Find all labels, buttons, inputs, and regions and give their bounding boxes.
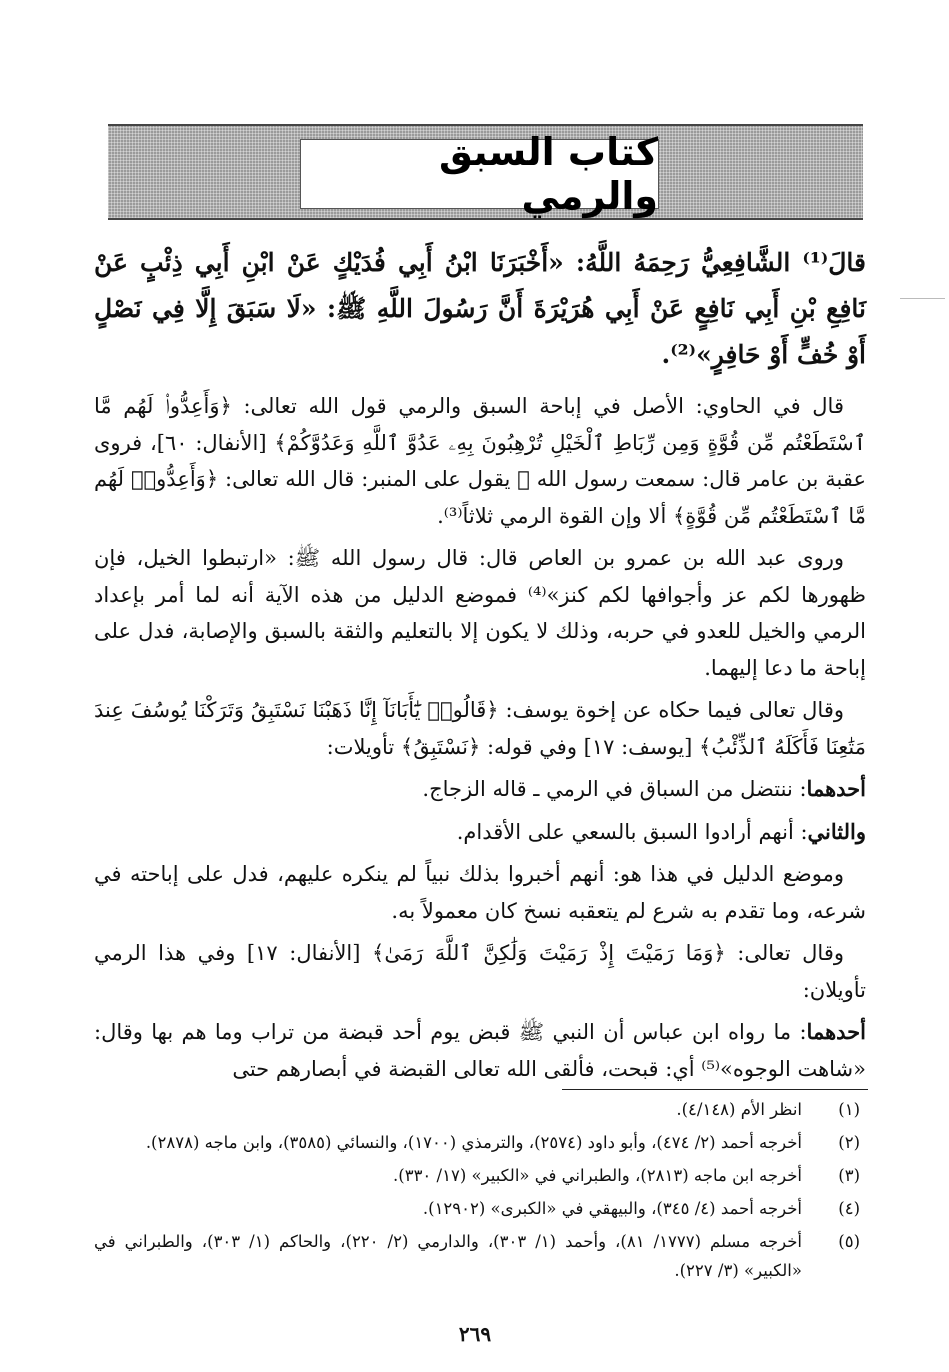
footnote-number: (١) [838, 1100, 860, 1119]
footnotes [94, 1095, 866, 1289]
chapter-title-box [300, 130, 659, 218]
footnote-item [94, 1227, 866, 1285]
chapter-title: كتاب السبق والرمي [438, 130, 658, 218]
paragraph-yusuf: وقال تعالى فيما حكاه عن إخوة يوسف: ﴿قَالُوا۟ يَٰٓأَبَانَآ إِنَّا ذَهَبْنَا نَسْتَبِقُ وَتَرَكْنَا يُوسُفَ عِندَ مَتَٰعِنَا فَأَكَلَهُ ٱلذِّئْبُ﴾ [يوسف: ١٧] وفي قوله: ﴿نَسْتَبِقُ﴾ تأويلات: [94, 698, 866, 759]
footnote-text: أخرجه مسلم (١٧٧٧/ ٨١)، وأحمد (١/ ٣٠٣)، والدارمي (٢/ ٢٢٠)، والحاكم (١/ ٣٠٣)، والطبراني في «الكبير» (٣/ ٢٢٧). [94, 1232, 802, 1280]
paragraph-ibn-amr: وروى عبد الله بن عمرو بن العاص قال: قال رسول الله ﷺ: «ارتبطوا الخيل، فإن ظهورها لكم عز وأجوافها لكم كنز»⁽⁴⁾ فموضع الدليل من هذه الآية أنه لما أمر بإعداد الرمي والخيل للعدو في حربه، وذلك لا يكون إلا بالتعليم والثقة بالسبق والإصابة، فدل على إباحة ما دعا إليهما. [94, 546, 866, 680]
text-first-ramy: : ما رواه ابن عباس أن النبي ﷺ قبض يوم أحد قبضة من تراب وما هم بها وقال: «شاهت الوجوه»⁽⁵⁾ أي: قبحت، فألقى الله تعالى القبضة في أبصارهم حتى [94, 1020, 866, 1081]
text-second: : أنهم أرادوا السبق بالسعي على الأقدام. [456, 819, 808, 844]
footnote-item [94, 1095, 866, 1124]
paragraph-ibn-abbas [94, 1014, 866, 1087]
footnote-text: أخرجه ابن ماجه (٢٨١٣)، والطبراني في «الكبير» (١٧/ ٣٣٠). [393, 1166, 802, 1185]
main-text [94, 240, 866, 1093]
label-second: والثاني [807, 818, 866, 844]
page-number: ٢٦٩ [458, 1322, 492, 1346]
label-first: أحدهما [806, 776, 866, 801]
footnote-text: انظر الأم (٤/١٤٨). [676, 1100, 802, 1119]
paragraph-first-interpretation [94, 771, 866, 808]
hadith-paragraph: قالَ⁽¹⁾ الشَّافِعِيُّ رَحِمَهُ اللَّهُ: «أَخْبَرَنَا ابْنُ أَبِي فُدَيْكٍ عَنْ ابْنِ أَبِي ذِئْبٍ عَنْ نَافِعِ بْنِ أَبِي نَافِعٍ عَنْ أَبِي هُرَيْرَةَ أَنَّ رَسُولَ اللَّهِ ﷺ: «لَا سَبَقَ إِلَّا فِي نَصْلٍ أَوْ خُفٍّ أَوْ حَافِرٍ»⁽²⁾. [94, 248, 866, 369]
footnote-number: (٥) [838, 1232, 860, 1251]
label-first-ramy: أحدهما [806, 1019, 866, 1044]
text-first: : ننتضل من السباق في الرمي ـ قاله الزجاج. [422, 777, 807, 801]
footnote-item [94, 1194, 866, 1223]
paragraph-hawi: قال في الحاوي: الأصل في إباحة السبق والرمي قول الله تعالى: ﴿وَأَعِدُّوا۟ لَهُم مَّا ٱسْتَطَعْتُم مِّن قُوَّةٍ وَمِن رِّبَاطِ ٱلْخَيْلِ تُرْهِبُونَ بِهِۦ عَدُوَّ ٱللَّهِ وَعَدُوَّكُمْ﴾ [الأنفال: ٦٠]، فروى عقبة بن عامر قال: سمعت رسول الله ﷺ يقول على المنبر: قال الله تعالى: ﴿وَأَعِدُّوا۟ لَهُم مَّا ٱسْتَطَعْتُم مِّن قُوَّةٍ﴾ ألا وإن القوة الرمي ثلاثاً⁽³⁾. [94, 394, 866, 528]
paragraph-evidence: وموضع الدليل في هذا هو: أنهم أخبروا بذلك نبياً لم ينكره عليهم، فدل على إباحته في شرعه، وما تقدم به شرع لم يتعقبه نسخ كان معمولاً به. [94, 862, 866, 923]
footnote-text: أخرجه أحمد (٢/ ٤٧٤)، وأبو داود (٢٥٧٤)، والترمذي (١٧٠٠)، والنسائي (٣٥٨٥)، وابن ماجه (٢٨٧٨). [145, 1133, 802, 1152]
paragraph-anfal: وقال تعالى: ﴿وَمَا رَمَيْتَ إِذْ رَمَيْتَ وَلَٰكِنَّ ٱللَّهَ رَمَىٰ﴾ [الأنفال: ١٧] وفي هذا الرمي تأويلان: [94, 941, 866, 1002]
footnote-text: أخرجه أحمد (٤/ ٣٤٥)، والبيهقي في «الكبرى» (١٢٩٠٢). [422, 1199, 802, 1218]
paragraph-second-interpretation [94, 814, 866, 851]
footnote-number: (٣) [838, 1166, 860, 1185]
footnote-number: (٢) [838, 1133, 860, 1152]
footnote-divider [562, 1089, 868, 1090]
margin-mark [900, 298, 945, 299]
footnote-item [94, 1161, 866, 1190]
footnote-number: (٤) [838, 1199, 860, 1218]
footnote-item [94, 1128, 866, 1157]
